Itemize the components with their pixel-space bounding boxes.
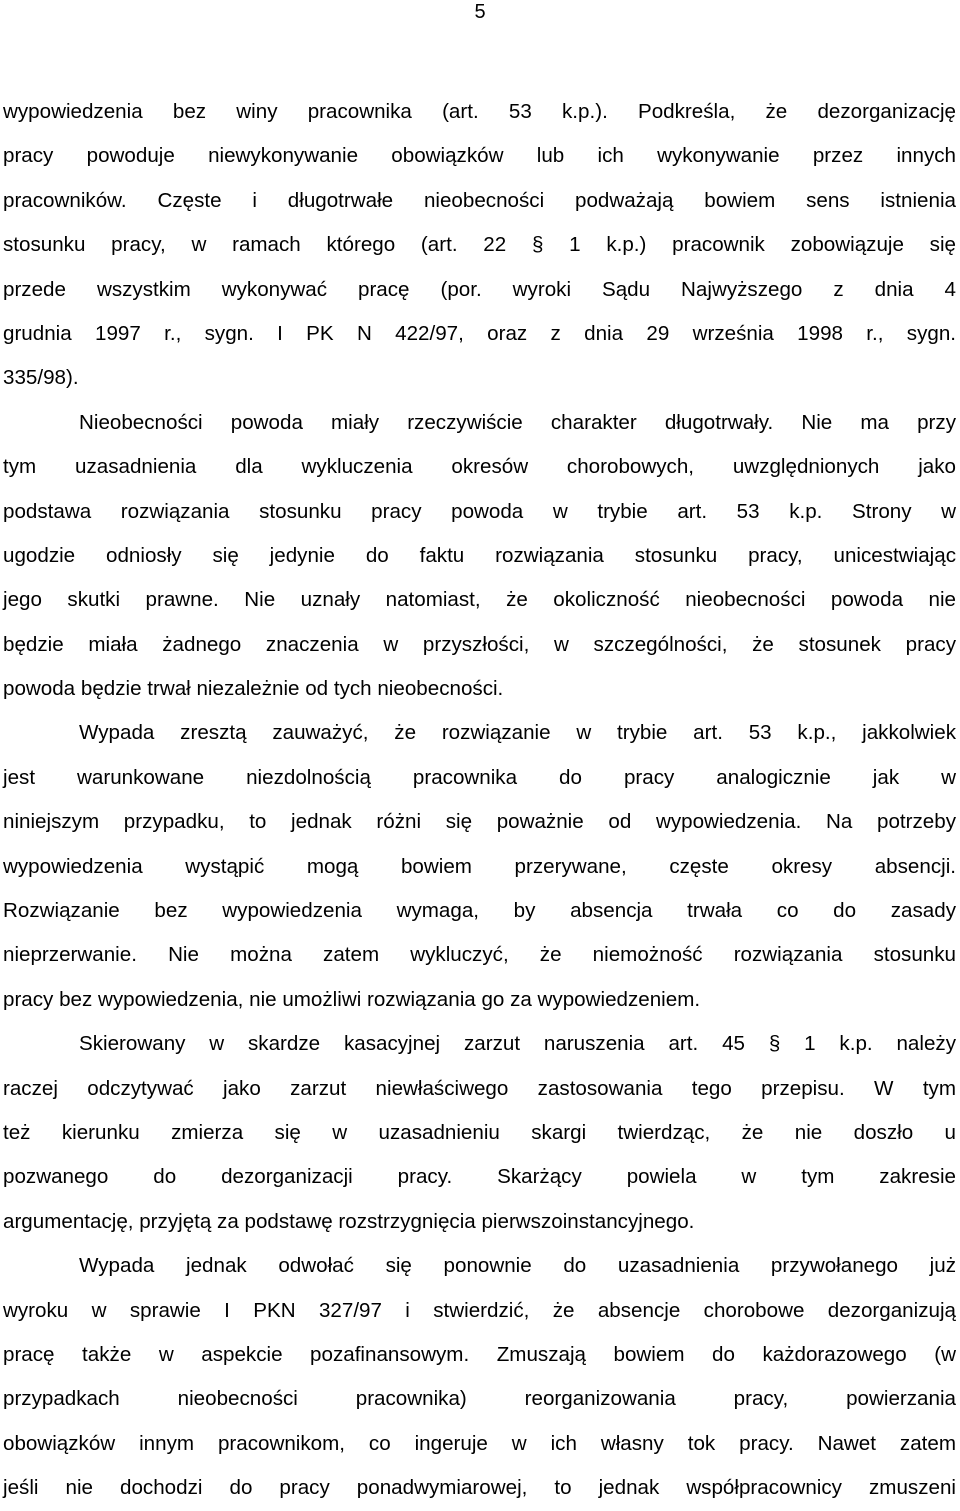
text-line: Nieobecności powoda miały rzeczywiście charakter długotrwały. Nie ma przy — [79, 410, 956, 434]
text-line: obowiązków innym pracownikom, co ingeruje w ich własny tok pracy. Nawet zatem — [3, 1431, 956, 1455]
text-line: nieprzerwanie. Nie można zatem wykluczyć, że niemożność rozwiązania stosunku — [3, 943, 956, 967]
text-line: pracy bez wypowiedzenia, nie umożliwi rozwiązania go za wypowiedzeniem. — [3, 987, 701, 1011]
text-line: Wypada jednak odwołać się ponownie do uzasadnienia przywołanego już — [79, 1254, 956, 1278]
text-line: tym uzasadnienia dla wykluczenia okresów chorobowych, uwzględnionych jako — [3, 455, 956, 479]
text-line: pozwanego do dezorganizacji pracy. Skarżący powiela w tym zakresie — [3, 1165, 956, 1189]
text-line: wypowiedzenia bez winy pracownika (art. 53 k.p.). Podkreśla, że dezorganizację — [3, 100, 956, 123]
text-line: podstawa rozwiązania stosunku pracy powoda w trybie art. 53 k.p. Strony w — [3, 499, 956, 523]
text-line: niniejszym przypadku, to jednak różni się poważnie od wypowiedzenia. Na potrzeby — [3, 810, 956, 834]
text-line: stosunku pracy, w ramach którego (art. 22 § 1 k.p.) pracownik zobowiązuje się — [3, 233, 956, 257]
text-line: jego skutki prawne. Nie uznały natomiast, że okoliczność nieobecności powoda nie — [3, 588, 956, 612]
text-line: przede wszystkim wykonywać pracę (por. wyroki Sądu Najwyższego z dnia 4 — [3, 277, 956, 301]
text-line: pracy powoduje niewykonywanie obowiązków lub ich wykonywanie przez innych — [3, 144, 956, 168]
text-line: wyroku w sprawie I PKN 327/97 i stwierdzić, że absencje chorobowe dezorganizują — [3, 1298, 956, 1322]
text-line: też kierunku zmierza się w uzasadnieniu skargi twierdząc, że nie doszło u — [3, 1120, 956, 1144]
text-line: grudnia 1997 r., sygn. I PK N 422/97, oraz z dnia 29 września 1998 r., sygn. — [3, 321, 956, 345]
text-line: przypadkach nieobecności pracownika) reorganizowania pracy, powierzania — [3, 1387, 956, 1411]
text-line: Wypada zresztą zauważyć, że rozwiązanie w trybie art. 53 k.p., jakkolwiek — [79, 721, 956, 745]
text-line: pracę także w aspekcie pozafinansowym. Zmuszają bowiem do każdorazowego (w — [3, 1342, 956, 1366]
text-line: pracowników. Częste i długotrwałe nieobecności podważają bowiem sens istnienia — [3, 188, 956, 212]
text-line: Rozwiązanie bez wypowiedzenia wymaga, by absencja trwała co do zasady — [3, 899, 956, 923]
document-body — [3, 90, 956, 1511]
text-line: powoda będzie trwał niezależnie od tych nieobecności. — [3, 677, 504, 701]
text-line: jeśli nie dochodzi do pracy ponadwymiarowej, to jednak współpracownicy zmuszeni — [3, 1476, 956, 1500]
text-line: 335/98). — [3, 366, 79, 390]
text-line: raczej odczytywać jako zarzut niewłaściwego zastosowania tego przepisu. W tym — [3, 1076, 956, 1100]
text-line: ugodzie odniosły się jedynie do faktu rozwiązania stosunku pracy, unicestwiając — [3, 543, 956, 567]
text-line: Skierowany w skardze kasacyjnej zarzut naruszenia art. 45 § 1 k.p. należy — [79, 1032, 956, 1056]
page-number: 5 — [474, 1, 486, 23]
text-line: jest warunkowane niezdolnością pracownika do pracy analogicznie jak w — [3, 765, 956, 789]
text-line: będzie miała żadnego znaczenia w przyszłości, w szczególności, że stosunek pracy — [3, 632, 956, 656]
text-line: wypowiedzenia wystąpić mogą bowiem przerywane, częste okresy absencji. — [3, 854, 956, 878]
text-line: argumentację, przyjętą za podstawę rozstrzygnięcia pierwszoinstancyjnego. — [3, 1209, 695, 1233]
